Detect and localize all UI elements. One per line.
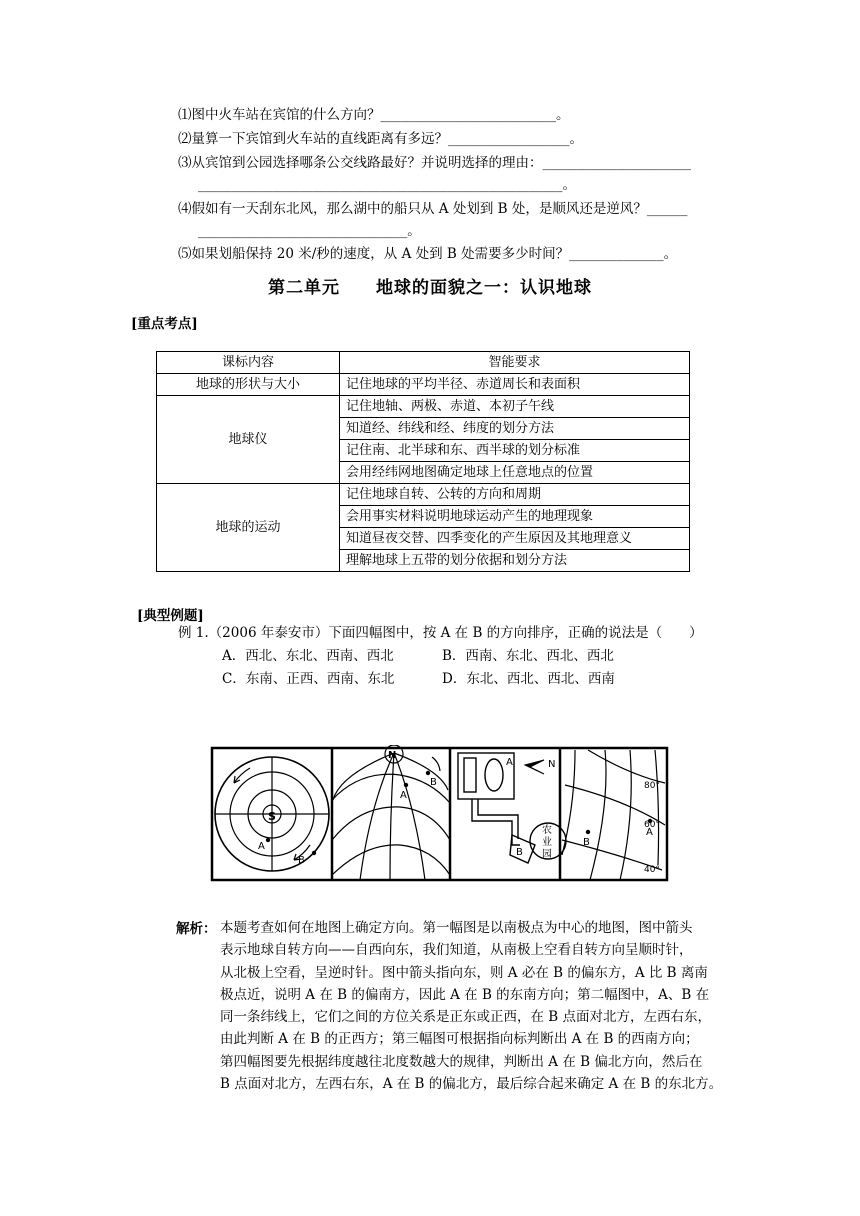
label-b: B bbox=[430, 777, 437, 788]
label-b: B bbox=[516, 847, 523, 858]
example-stem: 例 1.（2006 年泰安市）下面四幅图中，按 A 在 B 的方向排序，正确的说法是（ ） bbox=[178, 625, 703, 641]
map-orientation bbox=[458, 753, 566, 863]
section-key-points: [重点考点] bbox=[131, 316, 198, 332]
table-topic: 地球的运动 bbox=[157, 484, 340, 572]
label-a: A bbox=[646, 827, 653, 838]
question-5: ⑸如果划船保持 20 米/秒的速度，从 A 处到 B 处需要多少时间？______________。 bbox=[178, 246, 678, 262]
question-4-continued: _______________________________。 bbox=[198, 223, 421, 239]
table-header: 智能要求 bbox=[340, 352, 690, 374]
table-row bbox=[157, 484, 690, 506]
option-c: C．东南、正西、西南、东北 bbox=[222, 671, 395, 687]
north-arrow-icon bbox=[525, 760, 544, 774]
analysis-line: 本题考查如何在地图上确定方向。第一幅图是以南极点为中心的地图，图中箭头 bbox=[220, 920, 693, 936]
latitude-40-label: 40° bbox=[644, 865, 660, 875]
latitude-80-label: 80° bbox=[644, 781, 660, 791]
label-s: S bbox=[268, 810, 276, 823]
table-row bbox=[157, 396, 690, 418]
table-cell: 会用事实材料说明地球运动产生的地理现象 bbox=[340, 506, 690, 528]
latitude-60-label: 60° bbox=[644, 820, 660, 830]
question-3-continued: ______________________________________________________。 bbox=[198, 177, 576, 193]
option-d: D．东北、西北、西北、西南 bbox=[442, 671, 615, 687]
table-cell: 会用经纬网地图确定地球上任意地点的位置 bbox=[340, 462, 690, 484]
table-cell: 知道经、纬线和经、纬度的划分方法 bbox=[340, 418, 690, 440]
table-topic: 地球仪 bbox=[157, 396, 340, 484]
table-cell: 记住南、北半球和东、西半球的划分标准 bbox=[340, 440, 690, 462]
map-latitudes bbox=[562, 750, 665, 880]
table-header-row bbox=[157, 352, 690, 374]
label-a: A bbox=[506, 757, 513, 768]
table-cell: 记住地球自转、公转的方向和周期 bbox=[340, 484, 690, 506]
analysis-line: B 点面对北方，左西右东，A 在 B 的偏北方，最后综合起来确定 A 在 B 的东北方。 bbox=[220, 1076, 723, 1093]
farm-char: 业 bbox=[542, 837, 552, 848]
question-1: ⑴图中火车站在宾馆的什么方向？__________________________。 bbox=[178, 107, 570, 123]
map-north-pole bbox=[332, 745, 450, 880]
table-cell: 记住地球的平均半径、赤道周长和表面积 bbox=[340, 374, 690, 396]
option-b: B．西南、东北、西北、西北 bbox=[442, 648, 614, 664]
direction-maps-figure bbox=[210, 745, 670, 885]
table-cell: 记住地轴、两极、赤道、本初子午线 bbox=[340, 396, 690, 418]
analysis-text bbox=[220, 917, 765, 1095]
label-a: A bbox=[258, 841, 265, 852]
label-b: B bbox=[298, 855, 305, 866]
analysis-line: 同一条纬线上，它们之间的方位关系是正东或正西，在 B 点面对北方，左西右东， bbox=[220, 1009, 712, 1026]
unit-title: 第二单元 地球的面貌之一：认识地球 bbox=[268, 278, 592, 298]
analysis-label: 解析： bbox=[176, 921, 217, 937]
farm-char: 农 bbox=[542, 825, 552, 836]
option-a: A．西北、东北、西南、西北 bbox=[222, 648, 394, 664]
map-south-pole bbox=[215, 757, 329, 871]
analysis-line: 由此判断 A 在 B 的正西方；第三幅图可根据指向标判断出 A 在 B 的西南方向； bbox=[220, 1031, 699, 1048]
label-b: B bbox=[583, 837, 590, 848]
table-header: 课标内容 bbox=[157, 352, 340, 374]
table-cell: 知道昼夜交替、四季变化的产生原因及其地理意义 bbox=[340, 528, 690, 550]
question-4: ⑷假如有一天刮东北风，那么湖中的船只从 A 处划到 B 处，是顺风还是逆风？______ bbox=[178, 201, 688, 217]
analysis-line: 表示地球自转方向——自西向东，我们知道，从南极上空看自转方向呈顺时针， bbox=[220, 942, 693, 959]
section-examples: [典型例题] bbox=[137, 608, 204, 624]
farm-char: 园 bbox=[542, 849, 552, 860]
label-n: N bbox=[548, 759, 556, 770]
table-topic: 地球的形状与大小 bbox=[157, 374, 340, 396]
analysis-line: 第四幅图要先根据纬度越往北度数越大的规律，判断出 A 在 B 偏北方向，然后在 bbox=[220, 1053, 703, 1070]
table-row bbox=[157, 374, 690, 396]
table-cell: 理解地球上五带的划分依据和划分方法 bbox=[340, 550, 690, 572]
question-2: ⑵量算一下宾馆到火车站的直线距离有多远？__________________。 bbox=[178, 131, 583, 147]
label-a: A bbox=[400, 790, 407, 801]
question-3: ⑶从宾馆到公园选择哪条公交线路最好？并说明选择的理由：______________________ bbox=[178, 155, 691, 171]
analysis-line: 从北极上空看，呈逆时针。图中箭头指向东，则 A 必在 B 的偏东方，A 比 B 离南 bbox=[220, 964, 708, 981]
analysis-line: 极点近，说明 A 在 B 的偏南方，因此 A 在 B 的东南方向；第二幅图中，A、B 在 bbox=[220, 986, 710, 1003]
curriculum-table bbox=[156, 351, 690, 572]
label-n: N bbox=[388, 750, 397, 761]
